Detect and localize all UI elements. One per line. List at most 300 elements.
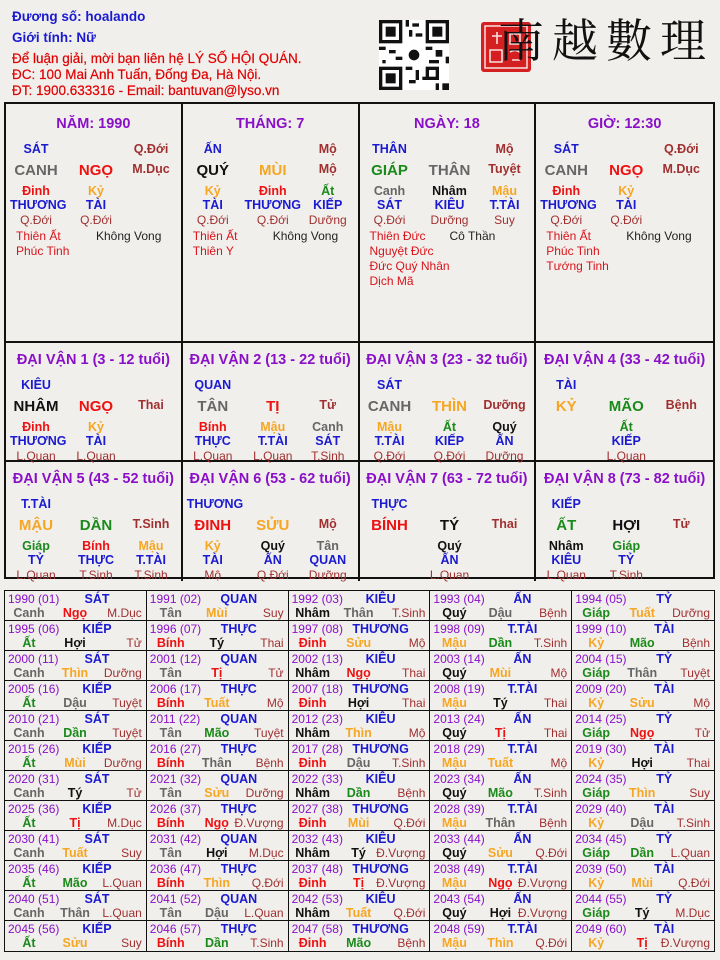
earthly-branch: SỬU	[256, 517, 290, 534]
hidden-stem: Canh	[373, 184, 406, 198]
ten-god: THỰC	[220, 922, 257, 936]
year-cell[interactable]	[430, 741, 572, 771]
heavenly-stem: Tân	[159, 726, 182, 740]
ten-god: KIÊU	[21, 378, 51, 392]
heavenly-stem: Kỷ	[588, 756, 605, 770]
year-cell[interactable]	[572, 771, 714, 801]
heavenly-stem: Giáp	[582, 606, 611, 620]
hidden-stem: Kỷ	[618, 184, 635, 198]
ten-god: TÀI	[654, 622, 675, 636]
hidden-god: ẤN	[263, 553, 282, 567]
earthly-branch: Tuất	[487, 756, 514, 770]
heavenly-stem: Mậu	[441, 696, 467, 710]
year-cell[interactable]	[5, 921, 147, 951]
hidden-god: T.TÀI	[257, 434, 288, 448]
year-cell[interactable]	[289, 801, 431, 831]
life-stage: Q.Đới	[393, 906, 426, 920]
bad-stars	[450, 229, 496, 244]
year-cell[interactable]	[572, 591, 714, 621]
earthly-branch: Tuất	[345, 906, 372, 920]
hidden-stage: Dưỡng	[485, 449, 524, 463]
year-cell[interactable]	[572, 681, 714, 711]
earthly-branch: Ngọ	[630, 726, 655, 740]
earthly-branch: Sửu	[487, 846, 513, 860]
hidden-stage: Q.Đới	[20, 213, 52, 227]
heavenly-stem: Kỷ	[588, 696, 605, 710]
earthly-branch: Dậu	[204, 906, 229, 920]
year-cell[interactable]	[5, 681, 147, 711]
pillar-cell[interactable]	[183, 104, 360, 343]
cell-title: GIỜ: 12:30	[587, 116, 662, 132]
year-label: 2038 (49)	[433, 862, 485, 876]
year-label: 2006 (17)	[149, 682, 202, 696]
star-name: Không Vong	[626, 229, 692, 243]
earthly-branch: Tị	[636, 936, 648, 950]
earthly-branch: Tý	[634, 906, 650, 920]
ten-god: T.TÀI	[507, 622, 538, 636]
dai-van-cell[interactable]	[6, 343, 183, 462]
year-cell[interactable]	[572, 741, 714, 771]
year-cell[interactable]	[289, 681, 431, 711]
ten-god: SÁT	[84, 892, 110, 906]
heavenly-stem: Ất	[22, 876, 36, 890]
heavenly-stem: Đinh	[298, 696, 327, 710]
year-cell[interactable]	[430, 921, 572, 951]
hidden-god: THƯƠNG	[244, 198, 301, 212]
year-label: 2041 (52)	[149, 892, 202, 906]
heavenly-stem: Đinh	[298, 936, 327, 950]
heavenly-stem: Đinh	[298, 636, 327, 650]
hidden-stage: L.Quan	[16, 449, 56, 463]
earthly-branch: Sửu	[62, 936, 88, 950]
year-cell[interactable]	[430, 711, 572, 741]
ten-god: THỰC	[220, 742, 257, 756]
star-name: Phúc Tinh	[16, 244, 70, 258]
year-label: 2013 (24)	[433, 712, 485, 726]
year-label: 2000 (11)	[8, 652, 59, 666]
life-stage: M.Dục	[675, 906, 710, 920]
heavenly-stem: Tân	[159, 846, 182, 860]
year-cell[interactable]	[289, 861, 431, 891]
dai-van-cell[interactable]	[536, 462, 713, 581]
year-cell[interactable]	[430, 771, 572, 801]
heavenly-stem: BÍNH	[371, 517, 408, 534]
ten-god: T.TÀI	[507, 802, 538, 816]
year-cell[interactable]	[147, 651, 289, 681]
year-cell[interactable]	[147, 741, 289, 771]
life-stage: Tử	[126, 786, 142, 800]
earthly-branch: Mão	[487, 786, 513, 800]
year-cell[interactable]	[289, 831, 431, 861]
year-label: 2045 (56)	[8, 922, 60, 936]
year-cell[interactable]	[430, 861, 572, 891]
year-cell[interactable]	[147, 681, 289, 711]
dai-van-cell[interactable]	[360, 462, 537, 581]
heavenly-stem: Quý	[442, 726, 467, 740]
good-stars	[546, 229, 609, 274]
life-stage: Dưỡng	[245, 786, 284, 800]
year-label: 2044 (55)	[575, 892, 627, 906]
earthly-branch: Tị	[69, 816, 81, 830]
hidden-god: ẤN	[440, 553, 459, 567]
life-stage: T.Sinh	[533, 636, 568, 650]
life-stage: Tử	[672, 517, 690, 531]
star-name: Phúc Tinh	[546, 244, 600, 258]
ten-god: TÀI	[654, 742, 675, 756]
ten-god: THỰC	[220, 802, 257, 816]
year-label: 1997 (08)	[291, 622, 343, 636]
year-label: 2010 (21)	[8, 712, 60, 726]
heavenly-stem: Tân	[159, 906, 182, 920]
heavenly-stem: Ất	[22, 636, 36, 650]
ten-god: TÀI	[654, 682, 675, 696]
god-stage: Q.Đới	[663, 142, 699, 156]
year-label: 2039 (50)	[575, 862, 627, 876]
year-cell[interactable]	[5, 831, 147, 861]
year-cell[interactable]	[147, 621, 289, 651]
ten-god: KIẾP	[82, 802, 112, 816]
life-stage: Q.Đới	[535, 936, 568, 950]
pillar-cell[interactable]	[536, 104, 713, 343]
life-stage: Mộ	[318, 162, 337, 176]
hidden-stage: Q.Đới	[550, 213, 583, 227]
year-cell[interactable]	[572, 651, 714, 681]
earthly-branch: NGỌ	[78, 162, 114, 179]
life-stage: Thai	[543, 726, 568, 740]
ten-god: T.TÀI	[507, 922, 538, 936]
earthly-branch: Thân	[627, 666, 658, 680]
hidden-god: SÁT	[315, 434, 341, 448]
earthly-branch: Thân	[60, 906, 90, 920]
hidden-stem: Mậu	[377, 420, 402, 434]
earthly-branch: TÝ	[439, 517, 460, 534]
ten-god: THƯƠNG	[352, 742, 409, 756]
life-stage: Bệnh	[665, 398, 697, 412]
hidden-stage: L.Quan	[193, 449, 233, 463]
heavenly-stem: KỶ	[555, 398, 577, 415]
ten-god: QUAN	[220, 712, 258, 726]
cell-title: NĂM: 1990	[56, 116, 131, 132]
earthly-branch: Thìn	[61, 666, 89, 680]
year-cell[interactable]	[430, 831, 572, 861]
ten-god: T.TÀI	[507, 742, 538, 756]
contact-line: Để luận giải, mời bạn liên hệ LÝ SỐ HỘI QUÁN.	[12, 51, 302, 66]
hidden-stem: Đinh	[552, 184, 581, 198]
life-stage: M.Dục	[107, 816, 142, 830]
star-name: Không Vong	[272, 229, 339, 243]
year-cell[interactable]	[147, 891, 289, 921]
earthly-branch: Tị	[353, 876, 365, 890]
ten-god: ẤN	[513, 892, 532, 906]
year-cell[interactable]	[5, 741, 147, 771]
life-stage: Thai	[260, 636, 284, 650]
year-label: 2004 (15)	[575, 652, 627, 666]
life-stage: Q.Đới	[393, 816, 426, 830]
earthly-branch: DẦN	[79, 517, 113, 534]
ten-god: TỶ	[656, 592, 673, 606]
heavenly-stem: Nhâm	[295, 906, 330, 920]
hidden-god: ẤN	[495, 434, 514, 448]
pillar-cell[interactable]	[360, 104, 537, 343]
year-cell[interactable]	[572, 621, 714, 651]
earthly-branch: Ngọ	[346, 666, 371, 680]
year-cell[interactable]	[5, 651, 147, 681]
life-stage: Mộ	[550, 666, 568, 680]
heavenly-stem: Quý	[442, 846, 467, 860]
life-stage: Suy	[121, 936, 142, 950]
ten-god: KIẾP	[82, 862, 112, 876]
year-cell[interactable]	[572, 861, 714, 891]
hidden-god: KIẾP	[611, 434, 641, 448]
year-cell[interactable]	[572, 831, 714, 861]
heavenly-stem: Quý	[442, 606, 467, 620]
heavenly-stem: CANH	[544, 162, 588, 179]
hidden-stem: Đinh	[22, 184, 50, 198]
year-cell[interactable]	[5, 891, 147, 921]
cell-title: ĐẠI VẬN 4 (33 - 42 tuổi)	[544, 352, 706, 368]
hidden-stage: Dưỡng	[308, 213, 347, 227]
year-cell[interactable]	[572, 801, 714, 831]
hidden-stem: Giáp	[612, 539, 641, 553]
qr-code-icon[interactable]	[379, 20, 449, 90]
earthly-branch: Tý	[209, 636, 225, 650]
hidden-stem: Mậu	[260, 420, 286, 434]
heavenly-stem: Nhâm	[295, 846, 330, 860]
ten-god: KIẾP	[551, 497, 581, 511]
ten-god: TỶ	[656, 712, 673, 726]
year-label: 2046 (57)	[149, 922, 202, 936]
year-label: 1992 (03)	[291, 592, 343, 606]
life-stage: Suy	[121, 846, 142, 860]
heavenly-stem: Ất	[22, 816, 36, 830]
year-label: 2014 (25)	[575, 712, 627, 726]
year-cell[interactable]	[5, 621, 147, 651]
ten-god: SÁT	[377, 378, 402, 392]
hidden-god: SÁT	[377, 198, 402, 212]
earthly-branch: Tuất	[629, 606, 655, 620]
year-label: 2009 (20)	[575, 682, 627, 696]
hidden-stem: Mậu	[138, 539, 164, 553]
chart-header	[12, 8, 352, 99]
hidden-god: TÀI	[202, 553, 223, 567]
year-cell[interactable]	[147, 711, 289, 741]
heavenly-stem: ẤT	[556, 517, 577, 534]
pillar-cell[interactable]	[6, 104, 183, 343]
heavenly-stem: Quý	[442, 786, 467, 800]
year-label: 2047 (58)	[291, 922, 343, 936]
ten-god: T.TÀI	[507, 862, 538, 876]
hidden-stage: L.Quan	[606, 449, 646, 463]
year-label: 2003 (14)	[433, 652, 485, 666]
ten-god: SÁT	[84, 772, 110, 786]
hidden-stem: Bính	[82, 539, 110, 553]
year-cell[interactable]	[147, 861, 289, 891]
hidden-stage: T.Sinh	[79, 568, 113, 582]
hidden-stem: Quý	[492, 420, 517, 434]
life-stage: Tử	[126, 636, 142, 650]
year-cell[interactable]	[5, 771, 147, 801]
ten-god: KIÊU	[365, 712, 396, 726]
year-cell[interactable]	[572, 891, 714, 921]
life-stage: Bệnh	[539, 606, 568, 620]
hidden-stem: Quý	[260, 539, 285, 553]
life-stage: L.Quan	[670, 846, 710, 860]
earthly-branch: Thìn	[487, 936, 514, 950]
year-cell[interactable]	[572, 921, 714, 951]
earthly-branch: Tị	[211, 666, 223, 680]
year-cell[interactable]	[430, 891, 572, 921]
life-stage: Thai	[491, 517, 518, 531]
cell-title: ĐẠI VẬN 6 (53 - 62 tuổi)	[189, 471, 351, 487]
earthly-branch: Dần	[630, 846, 654, 860]
year-cell[interactable]	[430, 801, 572, 831]
cell-title: THÁNG: 7	[235, 116, 305, 132]
year-cell[interactable]	[289, 891, 431, 921]
earthly-branch: Tuất	[204, 696, 230, 710]
year-label: 1998 (09)	[433, 622, 485, 636]
earthly-branch: MÙI	[259, 162, 287, 179]
year-cell[interactable]	[289, 921, 431, 951]
dai-van-cell[interactable]	[183, 462, 360, 581]
year-cell[interactable]	[147, 771, 289, 801]
dai-van-cell[interactable]	[536, 343, 713, 462]
year-cell[interactable]	[430, 591, 572, 621]
phone-email-line: ĐT: 1900.633316 - Email: bantuvan@lyso.vn	[12, 83, 280, 98]
year-label: 2036 (47)	[149, 862, 202, 876]
life-stage: T.Sinh	[533, 786, 568, 800]
year-label: 1999 (10)	[575, 622, 627, 636]
dai-van-cell[interactable]	[6, 462, 183, 581]
year-cell[interactable]	[289, 711, 431, 741]
earthly-branch: NGỌ	[609, 162, 644, 179]
year-cell[interactable]	[5, 801, 147, 831]
year-label: 2027 (38)	[291, 802, 343, 816]
year-cell[interactable]	[430, 651, 572, 681]
earthly-branch: Tý	[351, 846, 366, 860]
star-name: Thiên Ất	[16, 229, 61, 243]
ten-god: TÀI	[556, 378, 577, 392]
year-cell[interactable]	[147, 591, 289, 621]
earthly-branch: Thìn	[203, 876, 230, 890]
dai-van-cell[interactable]	[183, 343, 360, 462]
heavenly-stem: Kỷ	[588, 636, 605, 650]
ten-god: TÀI	[654, 802, 675, 816]
year-cell[interactable]	[147, 801, 289, 831]
life-stage: Thai	[402, 666, 426, 680]
star-name: Tướng Tinh	[546, 259, 609, 273]
heavenly-stem: Ất	[22, 696, 36, 710]
ten-god: ẤN	[513, 652, 532, 666]
life-stage: Dưỡng	[672, 606, 710, 620]
hidden-stage: Q.Đới	[196, 213, 229, 227]
year-cell[interactable]	[572, 711, 714, 741]
year-cell[interactable]	[5, 711, 147, 741]
life-stage: Bệnh	[539, 816, 568, 830]
life-stage: Đ.Vượng	[376, 846, 426, 860]
life-stage: Q.Đới	[251, 876, 284, 890]
life-stage: Bệnh	[397, 786, 426, 800]
heavenly-stem: Mậu	[441, 636, 467, 650]
earthly-branch: Mùi	[489, 666, 512, 680]
heavenly-stem: ĐINH	[194, 517, 232, 534]
hidden-stem: Canh	[312, 420, 344, 434]
year-cell[interactable]	[289, 651, 431, 681]
earthly-branch: Mùi	[347, 816, 370, 830]
heavenly-stem: Canh	[13, 786, 45, 800]
ten-god: T.TÀI	[507, 682, 538, 696]
life-stage: Tử	[694, 726, 710, 740]
year-label: 2026 (37)	[149, 802, 202, 816]
ten-god: TÀI	[654, 922, 675, 936]
heavenly-stem: Quý	[442, 906, 467, 920]
year-cell[interactable]	[289, 591, 431, 621]
ten-god: QUAN	[220, 652, 258, 666]
life-stage: Q.Đới	[535, 846, 568, 860]
hidden-stem: Ất	[442, 420, 457, 434]
year-cell[interactable]	[5, 861, 147, 891]
hidden-stage: Mộ	[204, 568, 222, 582]
earthly-branch: Thìn	[628, 786, 656, 800]
life-stage: Mộ	[408, 726, 426, 740]
star-name: Thiên Đức	[369, 229, 426, 243]
year-cell[interactable]	[430, 621, 572, 651]
dai-van-cell[interactable]	[360, 343, 537, 462]
heavenly-stem: GIÁP	[371, 162, 408, 179]
ten-god: THƯƠNG	[352, 622, 409, 636]
ten-god: TỶ	[656, 652, 673, 666]
ten-god: THÂN	[372, 142, 407, 156]
star-name: Nguyệt Đức	[369, 244, 434, 258]
heavenly-stem: Ất	[22, 756, 36, 770]
year-label: 1995 (06)	[8, 622, 60, 636]
earthly-branch: THÂN	[428, 162, 471, 179]
heavenly-stem: CANH	[367, 398, 412, 415]
address-line: ĐC: 100 Mai Anh Tuấn, Đống Đa, Hà Nội.	[12, 67, 262, 82]
year-cell[interactable]	[430, 681, 572, 711]
year-cell[interactable]	[147, 831, 289, 861]
hidden-stage: T.Sinh	[609, 568, 643, 582]
life-stage: T.Sinh	[392, 606, 426, 620]
heavenly-stem: MẬU	[18, 517, 54, 534]
hidden-stage: L.Quan	[253, 449, 293, 463]
earthly-branch: Ngọ	[488, 876, 513, 890]
year-label: 2048 (59)	[433, 922, 485, 936]
earthly-branch: Hợi	[206, 846, 228, 860]
year-cell[interactable]	[5, 591, 147, 621]
ten-god: KIẾP	[82, 622, 112, 636]
year-cell[interactable]	[147, 921, 289, 951]
year-label: 2033 (44)	[433, 832, 485, 846]
four-pillars-grid	[4, 102, 715, 582]
hidden-god: T.TÀI	[489, 198, 520, 212]
year-cell[interactable]	[289, 741, 431, 771]
earthly-branch: Mùi	[631, 876, 653, 890]
year-cell[interactable]	[289, 621, 431, 651]
life-stage: Thai	[543, 696, 568, 710]
logo-text: 南越數理	[498, 14, 714, 68]
heavenly-stem: Tân	[159, 786, 182, 800]
year-cell[interactable]	[289, 771, 431, 801]
ten-god: ẤN	[203, 142, 222, 156]
heavenly-stem: Bính	[156, 936, 185, 950]
life-stage: Thai	[138, 398, 164, 412]
cell-title: ĐẠI VẬN 8 (73 - 82 tuổi)	[544, 471, 706, 487]
hidden-stem: Tân	[316, 539, 339, 553]
hidden-god: TỶ	[28, 553, 44, 567]
hidden-god: TÀI	[85, 434, 107, 448]
hidden-stem: Ất	[619, 420, 633, 434]
hidden-god: THƯƠNG	[540, 198, 597, 212]
